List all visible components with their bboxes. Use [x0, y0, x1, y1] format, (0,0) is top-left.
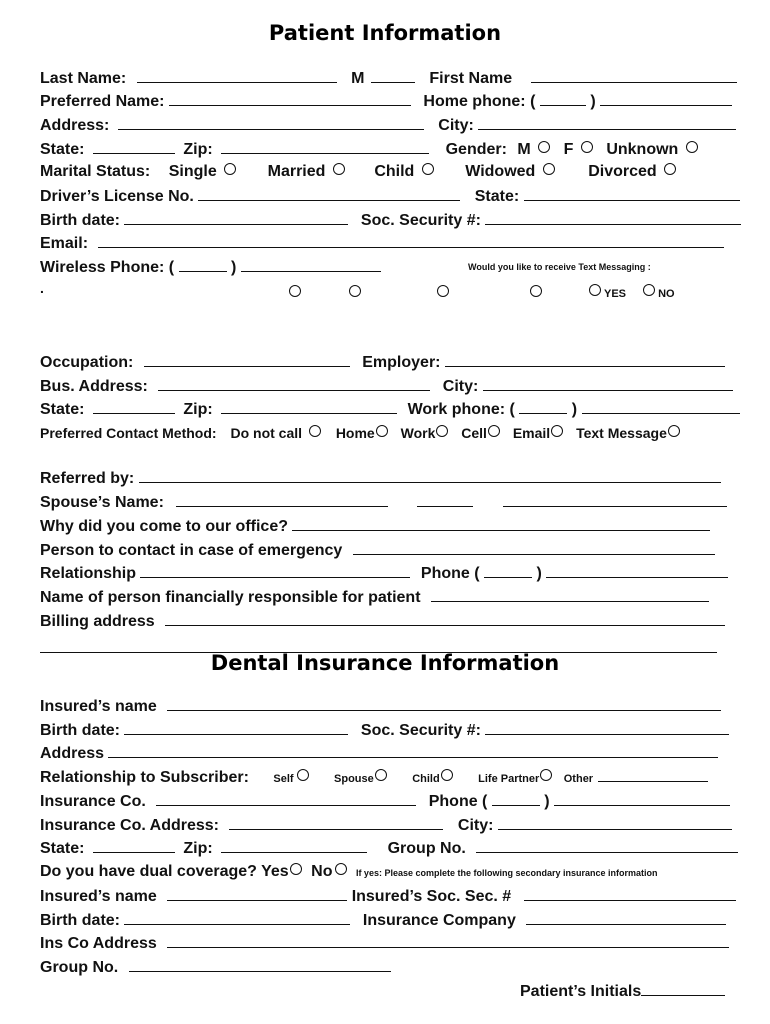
dual-coverage-label: Do you have dual coverage? Yes: [40, 863, 289, 880]
row-birth-ssn: [40, 210, 741, 231]
row-insurance-co: [40, 791, 730, 812]
bus-address-field[interactable]: [158, 376, 430, 391]
contact-email-label: Email: [512, 425, 551, 441]
insurance-phone-area-field[interactable]: [492, 791, 540, 806]
wireless-phone-label: Wireless Phone: (: [40, 259, 175, 276]
financially-responsible-field[interactable]: [431, 587, 709, 602]
ins-co-address-label: Ins Co Address: [40, 935, 157, 952]
if-yes-note: If yes: Please complete the following secondary insurance information: [355, 868, 658, 878]
bus-address-label: Bus. Address:: [40, 378, 148, 395]
state-label: State:: [40, 141, 85, 158]
contact-work-radio[interactable]: [436, 425, 448, 437]
other-field[interactable]: [598, 767, 708, 782]
row-insurance-co-address: [40, 815, 732, 836]
home-phone-field[interactable]: [600, 91, 732, 106]
relationship-field[interactable]: [140, 563, 410, 578]
license-state-label: State:: [474, 188, 520, 205]
insurance-phone-paren: ): [544, 793, 550, 810]
emergency-phone-area-field[interactable]: [484, 563, 532, 578]
work-zip-field[interactable]: [221, 399, 397, 414]
row-spouse-name: [40, 492, 727, 513]
zip-label: Zip:: [183, 141, 213, 158]
insurance-co-label: Insurance Co.: [40, 793, 146, 810]
zip-field[interactable]: [221, 139, 429, 154]
do-not-call-radio[interactable]: [309, 425, 321, 437]
first-name-field[interactable]: [531, 68, 737, 83]
license-state-field[interactable]: [524, 186, 740, 201]
first-name-label: First Name: [429, 70, 513, 87]
occupation-label: Occupation:: [40, 354, 134, 371]
contact-text-radio[interactable]: [668, 425, 680, 437]
insured-birth-date-label: Birth date:: [40, 722, 120, 739]
single-label: Single: [168, 163, 217, 180]
child-label: Child: [374, 163, 415, 180]
contact-home-label: Home: [335, 425, 375, 441]
spouse-name-field-2[interactable]: [417, 492, 473, 507]
life-partner-label: Life Partner: [478, 773, 540, 785]
contact-cell-radio[interactable]: [488, 425, 500, 437]
row-bus-address: [40, 376, 733, 397]
child-ins-radio[interactable]: [441, 769, 453, 781]
spouse-name-field[interactable]: [176, 492, 388, 507]
patient-initials-label: Patient’s Initials: [520, 983, 642, 1000]
row-drivers-license: [40, 186, 740, 207]
referred-by-label: Referred by:: [40, 470, 135, 487]
insurance-city-field[interactable]: [498, 815, 732, 830]
row-secondary-insured-name: [40, 886, 736, 907]
occupation-field[interactable]: [144, 352, 350, 367]
insurance-phone-field[interactable]: [554, 791, 730, 806]
insurance-company-label: Insurance Company: [362, 912, 516, 929]
widowed-label: Widowed: [465, 163, 536, 180]
state-field[interactable]: [93, 139, 175, 154]
last-name-label: Last Name:: [40, 70, 127, 87]
row-state-zip-gender: [40, 139, 701, 160]
secondary-insured-soc-sec-label: Insured’s Soc. Sec. #: [351, 888, 512, 905]
secondary-insured-name-label: Insured’s name: [40, 888, 157, 905]
row-email: [40, 233, 724, 254]
insurance-state-label: State:: [40, 840, 85, 857]
work-phone-area-field[interactable]: [519, 399, 567, 414]
city-label: City:: [438, 117, 474, 134]
why-office-field[interactable]: [292, 516, 710, 531]
patient-information-title: Patient Information: [268, 21, 502, 45]
spouse-radio[interactable]: [375, 769, 387, 781]
gender-m-radio[interactable]: [538, 141, 550, 153]
home-phone-area-field[interactable]: [540, 91, 586, 106]
insurance-co-address-label: Insurance Co. Address:: [40, 817, 220, 834]
secondary-birth-date-field[interactable]: [124, 910, 350, 925]
row-work-state-zip: [40, 399, 740, 420]
row-dual-coverage: [40, 862, 658, 883]
stray-radio-3[interactable]: [437, 285, 449, 297]
stray-radio-1[interactable]: [289, 285, 301, 297]
marital-status-label: Marital Status:: [40, 163, 151, 180]
insured-soc-security-label: Soc. Security #:: [360, 722, 481, 739]
employer-label: Employer:: [362, 354, 441, 371]
spouse-label: Spouse: [334, 773, 374, 785]
work-zip-label: Zip:: [183, 401, 213, 418]
patient-initials: [520, 981, 725, 1002]
contact-work-label: Work: [400, 425, 436, 441]
row-secondary-birth-company: [40, 910, 726, 931]
stray-radio-2[interactable]: [349, 285, 361, 297]
insurance-state-field[interactable]: [93, 838, 175, 853]
dental-insurance-title: Dental Insurance Information: [210, 651, 560, 675]
emergency-phone-field[interactable]: [546, 563, 728, 578]
secondary-group-no-field[interactable]: [129, 957, 391, 972]
insurance-co-address-field[interactable]: [229, 815, 443, 830]
soc-security-field[interactable]: [485, 210, 741, 225]
row-insured-address: [40, 743, 718, 764]
preferred-contact-label: Preferred Contact Method:: [40, 425, 217, 441]
gender-label: Gender:: [445, 141, 507, 158]
relationship-subscriber-label: Relationship to Subscriber:: [40, 769, 249, 786]
middle-initial-field[interactable]: [371, 68, 415, 83]
work-phone-field[interactable]: [582, 399, 740, 414]
self-label: Self: [273, 773, 294, 785]
single-radio[interactable]: [224, 163, 236, 175]
row-referred-by: [40, 468, 721, 489]
row-preferred-name: [40, 91, 732, 112]
insurance-city-label: City:: [457, 817, 494, 834]
group-no-label: Group No.: [387, 840, 466, 857]
emergency-phone-label: Phone (: [420, 565, 480, 582]
employer-field[interactable]: [445, 352, 725, 367]
address-field[interactable]: [118, 115, 424, 130]
insured-name-field[interactable]: [167, 696, 721, 711]
insured-name-label: Insured’s name: [40, 698, 157, 715]
email-label: Email:: [40, 235, 89, 252]
stray-dot: .: [40, 280, 44, 296]
row-wireless-phone: [40, 257, 381, 278]
text-messaging-question: Would you like to receive Text Messaging :: [468, 262, 651, 272]
spouse-name-field-3[interactable]: [503, 492, 727, 507]
insurance-phone-label: Phone (: [428, 793, 488, 810]
dual-no-label: No: [311, 863, 333, 880]
bus-city-field[interactable]: [483, 376, 733, 391]
spouse-name-label: Spouse’s Name:: [40, 494, 164, 511]
insured-birth-date-field[interactable]: [124, 720, 348, 735]
divorced-label: Divorced: [588, 163, 657, 180]
wireless-phone-paren: ): [231, 259, 237, 276]
contact-email-radio[interactable]: [551, 425, 563, 437]
married-label: Married: [267, 163, 326, 180]
do-not-call-label: Do not call: [230, 425, 303, 441]
divorced-radio[interactable]: [664, 163, 676, 175]
referred-by-field[interactable]: [139, 468, 721, 483]
drivers-license-label: Driver’s License No.: [40, 188, 194, 205]
married-radio[interactable]: [333, 163, 345, 175]
secondary-insured-soc-sec-field[interactable]: [524, 886, 736, 901]
emergency-phone-paren: ): [536, 565, 542, 582]
gender-unknown-label: Unknown: [606, 141, 679, 158]
text-yes-radio[interactable]: [589, 284, 601, 296]
gender-m-label: M: [517, 141, 531, 158]
row-name: [40, 68, 737, 89]
wireless-phone-field[interactable]: [241, 257, 381, 272]
life-partner-radio[interactable]: [540, 769, 552, 781]
insured-address-field[interactable]: [108, 743, 718, 758]
row-billing-address: [40, 611, 725, 632]
home-phone-paren: ): [590, 93, 596, 110]
text-no-label: NO: [658, 288, 675, 300]
soc-security-label: Soc. Security #:: [360, 212, 481, 229]
dual-yes-radio[interactable]: [290, 863, 302, 875]
preferred-name-label: Preferred Name:: [40, 93, 165, 110]
contact-text-label: Text Message: [576, 425, 667, 441]
emergency-contact-field[interactable]: [353, 540, 715, 555]
secondary-group-no-label: Group No.: [40, 959, 119, 976]
row-ins-co-address: [40, 933, 729, 954]
secondary-insured-name-field[interactable]: [167, 886, 347, 901]
group-no-field[interactable]: [476, 838, 738, 853]
address-label: Address:: [40, 117, 110, 134]
child-radio[interactable]: [422, 163, 434, 175]
other-label: Other: [563, 773, 594, 785]
row-insurance-state-group: [40, 838, 738, 859]
last-name-field[interactable]: [137, 68, 337, 83]
work-state-field[interactable]: [93, 399, 175, 414]
work-phone-label: Work phone: (: [407, 401, 515, 418]
billing-address-label: Billing address: [40, 613, 155, 630]
row-relationship: [40, 563, 728, 584]
why-office-label: Why did you come to our office?: [40, 518, 288, 535]
row-preferred-contact: [40, 423, 683, 443]
row-address: [40, 115, 736, 136]
relationship-label: Relationship: [40, 565, 137, 582]
insured-address-label: Address: [40, 745, 105, 762]
row-marital-status: [40, 162, 679, 182]
email-field[interactable]: [98, 233, 724, 248]
work-phone-paren: ): [571, 401, 578, 418]
preferred-name-field[interactable]: [169, 91, 411, 106]
work-state-label: State:: [40, 401, 85, 418]
text-no-radio[interactable]: [643, 284, 655, 296]
stray-radio-4[interactable]: [530, 285, 542, 297]
row-secondary-group-no: [40, 957, 391, 978]
drivers-license-field[interactable]: [198, 186, 460, 201]
home-phone-label: Home phone: (: [423, 93, 536, 110]
row-emergency-contact: [40, 540, 715, 561]
gender-f-label: F: [563, 141, 574, 158]
billing-address-field[interactable]: [165, 611, 725, 626]
birth-date-label: Birth date:: [40, 212, 120, 229]
row-occupation: [40, 352, 725, 373]
gender-unknown-radio[interactable]: [686, 141, 698, 153]
text-yes-label: YES: [604, 288, 627, 300]
gender-f-radio[interactable]: [581, 141, 593, 153]
row-financially-responsible: [40, 587, 709, 608]
ins-co-address-field[interactable]: [167, 933, 729, 948]
birth-date-field[interactable]: [124, 210, 348, 225]
insurance-company-field[interactable]: [526, 910, 726, 925]
contact-cell-label: Cell: [461, 425, 487, 441]
secondary-birth-date-label: Birth date:: [40, 912, 120, 929]
row-insured-birth-ssn: [40, 720, 729, 741]
insured-soc-security-field[interactable]: [485, 720, 729, 735]
financially-responsible-label: Name of person financially responsible for patient: [40, 589, 421, 606]
row-insured-name: [40, 696, 721, 717]
widowed-radio[interactable]: [543, 163, 555, 175]
dual-no-radio[interactable]: [335, 863, 347, 875]
self-radio[interactable]: [297, 769, 309, 781]
insurance-co-field[interactable]: [156, 791, 416, 806]
wireless-phone-area-field[interactable]: [179, 257, 227, 272]
row-relationship-subscriber: [40, 767, 708, 789]
insurance-zip-field[interactable]: [221, 838, 367, 853]
city-field[interactable]: [478, 115, 736, 130]
child-ins-label: Child: [412, 773, 440, 785]
bus-city-label: City:: [442, 378, 479, 395]
patient-initials-field[interactable]: [641, 981, 725, 996]
middle-initial-label: M: [351, 70, 365, 87]
insurance-zip-label: Zip:: [183, 840, 213, 857]
contact-home-radio[interactable]: [376, 425, 388, 437]
emergency-contact-label: Person to contact in case of emergency: [40, 542, 343, 559]
text-messaging-options: [589, 284, 675, 300]
row-why-office: [40, 516, 710, 537]
